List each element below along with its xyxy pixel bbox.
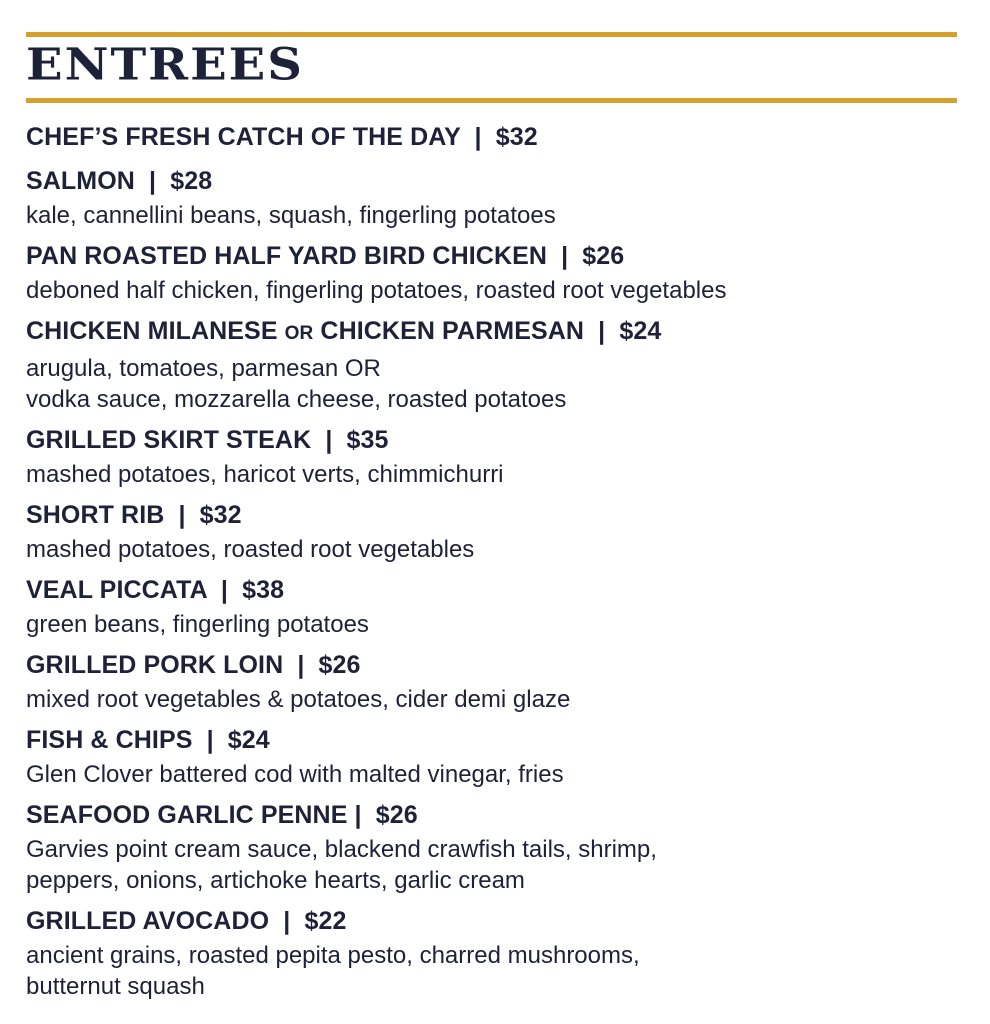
- item-description: mixed root vegetables & potatoes, cider demi glaze: [26, 686, 571, 713]
- item-name: SEAFOOD GARLIC PENNE | $26: [26, 801, 418, 829]
- item-name-part: CHICKEN MILANESE: [26, 317, 285, 345]
- entree-list: [26, 118, 966, 1002]
- item-description: Glen Clover battered cod with malted vinegar, fries: [26, 761, 564, 788]
- menu-item-half-chicken: [26, 237, 966, 306]
- item-name: CHEF’S FRESH CATCH OF THE DAY | $32: [26, 123, 538, 151]
- item-description: Garvies point cream sauce, blackend crawfish tails, shrimp,: [26, 836, 657, 863]
- menu-item-chicken-milanese-parmesan: [26, 312, 966, 415]
- item-description: butternut squash: [26, 973, 205, 1000]
- menu-item-skirt-steak: [26, 421, 966, 490]
- item-name: PAN ROASTED HALF YARD BIRD CHICKEN | $26: [26, 242, 625, 270]
- item-name: VEAL PICCATA | $38: [26, 576, 285, 604]
- item-name-part: CHICKEN PARMESAN | $24: [313, 317, 662, 345]
- menu-item-veal-piccata: [26, 571, 966, 640]
- item-description: ancient grains, roasted pepita pesto, charred mushrooms,: [26, 942, 640, 969]
- item-description: vodka sauce, mozzarella cheese, roasted potatoes: [26, 386, 567, 413]
- menu-item-fish-chips: [26, 721, 966, 790]
- item-name: GRILLED SKIRT STEAK | $35: [26, 426, 389, 454]
- top-gold-rule: [26, 32, 957, 37]
- item-description: peppers, onions, artichoke hearts, garlic cream: [26, 867, 525, 894]
- item-description: kale, cannellini beans, squash, fingerling potatoes: [26, 202, 556, 229]
- section-title: ENTREES: [26, 39, 304, 91]
- item-name: FISH & CHIPS | $24: [26, 726, 270, 754]
- item-name: SALMON | $28: [26, 167, 213, 195]
- item-name: [26, 312, 966, 353]
- menu-item-salmon: [26, 162, 966, 231]
- item-name: GRILLED AVOCADO | $22: [26, 907, 347, 935]
- menu-item-chefs-catch: [26, 118, 966, 156]
- menu-item-seafood-penne: [26, 796, 966, 896]
- item-name: GRILLED PORK LOIN | $26: [26, 651, 361, 679]
- bottom-gold-rule: [26, 98, 957, 103]
- menu-item-pork-loin: [26, 646, 966, 715]
- item-description: deboned half chicken, fingerling potatoes, roasted root vegetables: [26, 277, 727, 304]
- item-name: SHORT RIB | $32: [26, 501, 242, 529]
- item-name-or: OR: [284, 323, 314, 344]
- menu-item-short-rib: [26, 496, 966, 565]
- item-description: mashed potatoes, roasted root vegetables: [26, 536, 475, 563]
- menu-item-grilled-avocado: [26, 902, 966, 1002]
- item-description: mashed potatoes, haricot verts, chimmichurri: [26, 461, 504, 488]
- item-description: arugula, tomatoes, parmesan OR: [26, 355, 381, 382]
- item-description: green beans, fingerling potatoes: [26, 611, 369, 638]
